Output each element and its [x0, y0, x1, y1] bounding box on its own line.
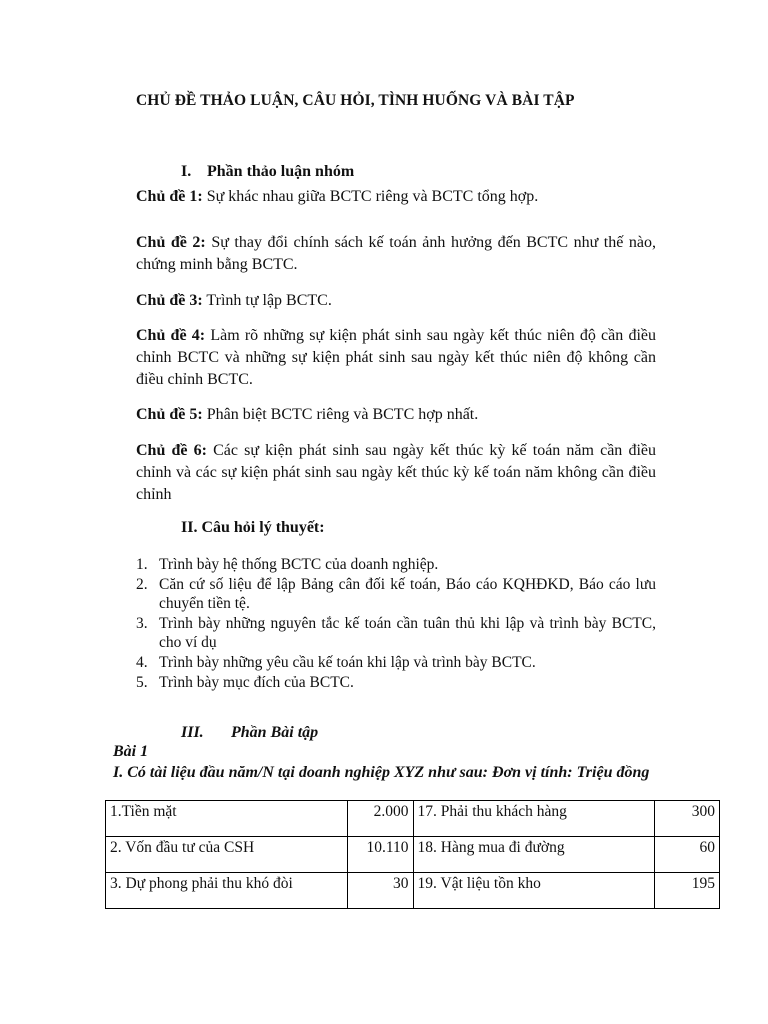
topic-label: Chủ đề 5: — [136, 406, 203, 423]
topic-text: Sự khác nhau giữa BCTC riêng và BCTC tổng hợp. — [206, 188, 539, 205]
list-item — [136, 653, 656, 673]
topic-text: Sự thay đổi chính sách kế toán ảnh hưởng đến BCTC như thế nào, chứng minh bằng BCTC. — [136, 234, 656, 273]
table-cell: 30 — [347, 873, 413, 909]
table-cell: 1.Tiền mặt — [106, 801, 348, 837]
topic-label: Chủ đề 3: — [136, 292, 203, 309]
list-text: Căn cứ số liệu để lập Bảng cân đối kế toán, Báo cáo KQHĐKD, Báo cáo lưu chuyển tiền tệ. — [159, 575, 656, 613]
topic-text: Các sự kiện phát sinh sau ngày kết thúc kỳ kế toán năm cần điều chỉnh và các sự kiện phát sinh sau ngày kết thúc kỳ kế toán năm không cần điều chỉnh — [136, 442, 656, 503]
topic-1 — [136, 186, 656, 208]
table-cell: 2.000 — [347, 801, 413, 837]
list-number: 4. — [136, 653, 148, 671]
section-2-heading: II. Câu hỏi lý thuyết: — [181, 519, 325, 536]
topic-text: Phân biệt BCTC riêng và BCTC hợp nhất. — [206, 406, 479, 423]
topic-label: Chủ đề 2: — [136, 234, 206, 251]
list-item — [136, 614, 656, 653]
section-1-label: Phần thảo luận nhóm — [207, 163, 355, 180]
balance-table — [105, 800, 720, 909]
topic-label: Chủ đề 1: — [136, 188, 203, 205]
topic-text: Trình tự lập BCTC. — [206, 292, 332, 309]
topic-text: Làm rõ những sự kiện phát sinh sau ngày kết thúc niên độ cần điều chỉnh BCTC và những sự kiện phát sinh sau ngày kết thúc niên độ không cần điều chỉnh BCTC. — [136, 327, 656, 388]
topic-3 — [136, 290, 656, 312]
topic-6 — [136, 440, 656, 506]
table-cell: 17. Phải thu khách hàng — [413, 801, 655, 837]
question-list — [136, 555, 656, 692]
list-item — [136, 575, 656, 614]
section-1-number: I. — [181, 163, 192, 180]
list-text: Trình bày những nguyên tắc kế toán cần tuân thủ khi lập và trình bày BCTC, cho ví dụ — [159, 614, 656, 652]
list-number: 5. — [136, 673, 148, 691]
topic-4 — [136, 325, 656, 391]
topic-label: Chủ đề 4: — [136, 327, 206, 344]
topic-label: Chủ đề 6: — [136, 442, 207, 459]
table-cell: 2. Vốn đầu tư của CSH — [106, 837, 348, 873]
exercise-info: I. Có tài liệu đầu năm/N tại doanh nghiệp XYZ như sau: Đơn vị tính: Triệu đồng — [113, 764, 650, 781]
section-3-number: III. — [181, 724, 204, 741]
topic-2 — [136, 232, 656, 276]
exercise-title: Bài 1 — [113, 743, 149, 760]
list-item — [136, 555, 656, 575]
list-text: Trình bày những yêu cầu kế toán khi lập và trình bày BCTC. — [159, 653, 536, 671]
section-3-heading — [181, 724, 318, 742]
list-number: 3. — [136, 614, 148, 632]
section-1-heading — [181, 163, 354, 181]
table-cell: 10.110 — [347, 837, 413, 873]
list-number: 1. — [136, 556, 148, 573]
topic-5 — [136, 404, 656, 426]
table-cell: 3. Dự phong phải thu khó đòi — [106, 873, 348, 909]
table-cell: 19. Vật liệu tồn kho — [413, 873, 655, 909]
list-text: Trình bày hệ thống BCTC của doanh nghiệp. — [159, 556, 439, 573]
list-item — [136, 673, 656, 693]
table-cell: 18. Hàng mua đi đường — [413, 837, 655, 873]
section-3-label: Phần Bài tập — [231, 724, 319, 741]
table-row — [106, 837, 720, 873]
document-title: CHỦ ĐỀ THẢO LUẬN, CÂU HỎI, TÌNH HUỐNG VÀ BÀI TẬP — [136, 92, 575, 109]
list-number: 2. — [136, 575, 148, 593]
table-row — [106, 801, 720, 837]
table-row — [106, 873, 720, 909]
list-text: Trình bày mục đích của BCTC. — [159, 673, 354, 691]
table-cell: 300 — [655, 801, 720, 837]
table-cell: 60 — [655, 837, 720, 873]
table-cell: 195 — [655, 873, 720, 909]
